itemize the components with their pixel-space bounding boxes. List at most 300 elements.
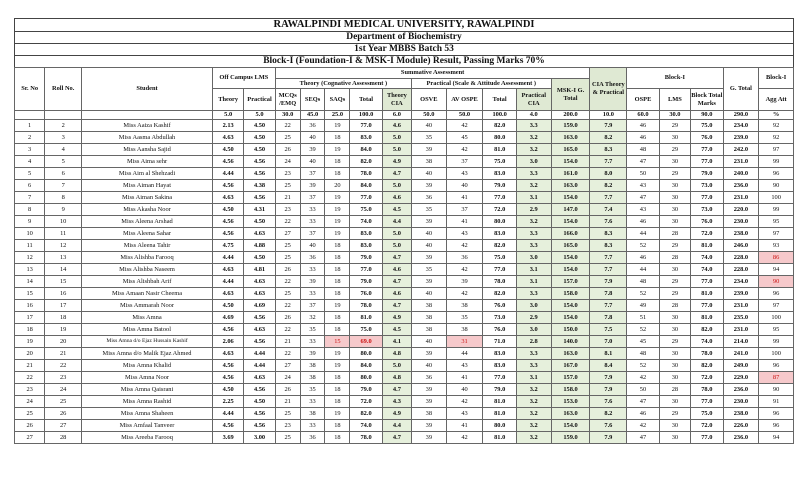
practical-cia-header: Practical CIA [516,89,551,111]
table-cell: 18 [325,168,350,180]
table-cell: 99 [759,204,794,216]
g-total-header: G. Total [723,68,759,111]
table-row [15,420,794,432]
table-cell: 4.50 [244,216,275,228]
table-cell: 4.56 [244,168,275,180]
table-cell: 40 [412,360,447,372]
table-row [15,264,794,276]
table-cell: 26 [275,264,300,276]
table-cell: 73.0 [691,204,723,216]
saq-header: SAQs [325,89,350,111]
sr-no-header: Sr. No [15,68,45,111]
table-cell: 4.56 [212,216,243,228]
table-cell: 150.0 [551,324,590,336]
table-cell: 39 [412,432,447,444]
table-cell: 3.3 [516,240,551,252]
table-cell: 230.0 [723,396,759,408]
table-cell: 37 [300,168,325,180]
table-cell: 19 [325,408,350,420]
table-cell: 4.50 [212,384,243,396]
table-cell: 84.0 [350,180,382,192]
table-cell: 79.0 [350,252,382,264]
table-cell: 154.0 [551,252,590,264]
table-cell: 72.0 [691,372,723,384]
table-cell: 15 [45,276,82,288]
table-cell: 4.7 [382,276,411,288]
table-cell: 3.3 [516,360,551,372]
table-cell: 158.0 [551,384,590,396]
table-cell: 4.9 [382,408,411,420]
table-cell: 84.0 [350,360,382,372]
student-name-cell: Miss Aiman Hayat [82,180,213,192]
table-cell: 4.6 [382,288,411,300]
table-cell: 153.0 [551,396,590,408]
table-cell: 4.50 [244,144,275,156]
table-cell: 23 [45,372,82,384]
table-cell: 7.9 [590,120,627,132]
table-cell: 4.5 [382,324,411,336]
off-campus-header: Off Campus LMS [212,68,275,89]
table-cell: 92 [759,132,794,144]
table-cell: 7.7 [590,192,627,204]
table-cell: 3.2 [516,396,551,408]
table-cell: 76.0 [691,216,723,228]
table-cell: 5.0 [382,228,411,240]
table-cell: 30 [659,324,690,336]
table-cell: 17 [45,300,82,312]
table-cell: 4.44 [244,348,275,360]
table-cell: 33 [300,288,325,300]
table-row [15,384,794,396]
table-cell: 94 [759,264,794,276]
table-cell: 4.56 [212,228,243,240]
table-cell: 33 [300,420,325,432]
table-cell: 36 [300,252,325,264]
table-cell: 50 [627,168,659,180]
table-cell: 35 [446,312,483,324]
table-cell: 228.0 [723,252,759,264]
table-cell: 40 [412,336,447,348]
table-cell: 4.69 [244,300,275,312]
table-cell: 8.3 [590,240,627,252]
table-row [15,240,794,252]
table-cell: 154.0 [551,312,590,324]
table-cell: 86 [759,252,794,264]
table-cell: 41 [446,192,483,204]
table-cell: 25 [275,252,300,264]
table-cell: 44 [446,348,483,360]
table-cell: 94 [759,432,794,444]
table-cell: 78.0 [350,168,382,180]
table-cell: 3.1 [516,372,551,384]
table-cell: 38 [412,324,447,336]
table-cell: 4.9 [382,156,411,168]
table-cell: 80.0 [483,132,517,144]
table-row [15,360,794,372]
table-cell: 4.50 [212,204,243,216]
table-cell: 29 [659,144,690,156]
table-cell: 40 [412,288,447,300]
table-cell: 38 [412,408,447,420]
table-cell: 30 [659,396,690,408]
table-cell: 51 [627,312,659,324]
table-cell: 4.56 [212,156,243,168]
practical-group-header: Practical (Scale & Attitude Assessment ) [412,79,552,89]
table-cell: 72.0 [691,228,723,240]
table-row [15,120,794,132]
table-cell: 72.0 [483,204,517,216]
table-row [15,216,794,228]
table-cell: 99 [759,336,794,348]
table-cell: 75.0 [691,408,723,420]
table-cell: 8 [15,204,45,216]
table-cell: 4.63 [212,132,243,144]
table-cell: 77.0 [691,144,723,156]
table-cell: 23 [275,168,300,180]
table-cell: 78.0 [691,384,723,396]
table-cell: 79.0 [350,276,382,288]
table-cell: 4.63 [212,348,243,360]
max-empty [82,111,213,120]
table-cell: 4.6 [382,120,411,132]
table-cell: 25 [45,396,82,408]
table-cell: 7.8 [590,312,627,324]
table-cell: 40 [446,384,483,396]
table-cell: 29 [659,120,690,132]
table-cell: 39 [412,348,447,360]
table-cell: 4.63 [244,228,275,240]
table-cell: 3.00 [244,432,275,444]
student-name-cell: Miss Aansha Sajid [82,144,213,156]
table-cell: 25 [275,240,300,252]
student-name-cell: Miss Amna Qaisrani [82,384,213,396]
table-row [15,300,794,312]
table-cell: 36 [446,252,483,264]
table-cell: 96 [759,408,794,420]
table-cell: 52 [627,324,659,336]
table-cell: 100 [759,312,794,324]
table-cell: 234.0 [723,120,759,132]
student-name-cell: Miss Aleena Tahir [82,240,213,252]
av-ospe-header: AV OSPE [446,89,483,111]
table-cell: 4.7 [382,432,411,444]
table-cell: 28 [659,228,690,240]
table-cell: 27 [275,228,300,240]
table-cell: 41 [446,372,483,384]
table-cell: 3 [15,144,45,156]
table-cell: 4.81 [244,264,275,276]
table-cell: 238.0 [723,408,759,420]
table-cell: 82.0 [483,120,517,132]
max-marks-cell: 290.0 [723,111,759,120]
student-name-cell: Miss Aim al Shehzadi [82,168,213,180]
table-cell: 83.0 [483,168,517,180]
table-cell: 96 [759,288,794,300]
table-cell: 7.4 [590,204,627,216]
table-cell: 4.56 [244,312,275,324]
table-cell: 42 [446,396,483,408]
table-row [15,396,794,408]
table-row [15,180,794,192]
table-cell: 240.0 [723,168,759,180]
table-cell: 91 [759,396,794,408]
table-cell: 39 [300,180,325,192]
table-row [15,156,794,168]
table-cell: 7.5 [590,324,627,336]
table-cell: 40 [300,240,325,252]
table-cell: 30 [659,312,690,324]
table-cell: 161.0 [551,168,590,180]
table-cell: 6 [15,180,45,192]
table-cell: 4.4 [382,420,411,432]
table-cell: 33 [300,216,325,228]
practical-total-header: Total [483,89,517,111]
table-cell: 43 [446,408,483,420]
table-cell: 77.0 [691,192,723,204]
table-cell: 239.0 [723,288,759,300]
table-cell: 42 [446,264,483,276]
table-row [15,228,794,240]
table-cell: 74.0 [691,264,723,276]
table-cell: 42 [446,432,483,444]
max-marks-cell: 100.0 [483,111,517,120]
batch-title: 1st Year MBBS Batch 53 [14,43,794,55]
table-cell: 35 [300,324,325,336]
table-cell: 12 [15,252,45,264]
table-cell: 8.2 [590,132,627,144]
table-cell: 154.0 [551,300,590,312]
table-cell: 30 [659,216,690,228]
table-cell: 81.0 [691,312,723,324]
table-cell: 19 [325,300,350,312]
table-cell: 19 [325,216,350,228]
table-cell: 36 [412,372,447,384]
table-cell: 27 [45,420,82,432]
table-cell: 18 [325,324,350,336]
table-cell: 28 [45,432,82,444]
student-header: Student [82,68,213,111]
table-cell: 48 [627,144,659,156]
student-name-cell: Miss Alishba Naseem [82,264,213,276]
table-cell: 77.0 [350,264,382,276]
max-marks-cell: 25.0 [325,111,350,120]
table-cell: 42 [446,120,483,132]
table-row [15,432,794,444]
table-cell: 242.0 [723,144,759,156]
table-cell: 14 [45,264,82,276]
table-cell: 154.0 [551,420,590,432]
seq-header: SEQs [300,89,325,111]
table-cell: 3.69 [212,432,243,444]
msk-total-header: MSK-I G. Total [551,79,590,111]
table-cell: 3.0 [516,324,551,336]
table-cell: 74.0 [691,252,723,264]
table-cell: 31 [446,336,483,348]
table-cell: 41 [446,420,483,432]
table-cell: 166.0 [551,228,590,240]
table-cell: 4.3 [382,396,411,408]
table-cell: 5.0 [382,144,411,156]
table-cell: 157.0 [551,276,590,288]
max-empty [45,111,82,120]
table-cell: 83.0 [483,360,517,372]
table-cell: 2.25 [212,396,243,408]
table-cell: 35 [412,132,447,144]
student-name-cell: Miss Alishba Farooq [82,252,213,264]
table-cell: 41 [446,216,483,228]
table-cell: 4.50 [244,120,275,132]
table-cell: 76.0 [691,132,723,144]
table-cell: 78.0 [691,348,723,360]
table-cell: 7.7 [590,252,627,264]
table-cell: 5.0 [382,360,411,372]
table-cell: 77.0 [691,396,723,408]
table-cell: 8.1 [590,348,627,360]
max-marks-cell: 30.0 [659,111,690,120]
table-cell: 11 [15,240,45,252]
table-cell: 96 [759,360,794,372]
table-cell: 52 [627,240,659,252]
table-cell: 43 [446,228,483,240]
table-cell: 19 [325,144,350,156]
table-cell: 40 [412,120,447,132]
student-name-cell: Miss Aleena Sahar [82,228,213,240]
table-cell: 73.0 [691,180,723,192]
student-name-cell: Miss Amna Khalid [82,360,213,372]
table-cell: 39 [412,144,447,156]
table-cell: 3.2 [516,132,551,144]
table-cell: 25 [275,132,300,144]
table-cell: 18 [325,132,350,144]
table-cell: 19 [45,324,82,336]
table-cell: 52 [627,288,659,300]
table-cell: 81.0 [483,396,517,408]
table-cell: 39 [300,348,325,360]
table-cell: 2.9 [516,312,551,324]
table-cell: 79.0 [483,384,517,396]
student-name-cell: Miss Aleena Arshad [82,216,213,228]
max-marks-row [15,111,794,120]
table-cell: 78.0 [350,300,382,312]
table-cell: 4.63 [244,324,275,336]
block-header: Block-I [627,68,723,89]
max-empty [15,111,45,120]
student-name-cell: Miss Amna d/o Malik Ejaz Ahmed [82,348,213,360]
table-cell: 4.8 [382,348,411,360]
table-cell: 27 [275,360,300,372]
table-cell: 75.0 [350,324,382,336]
table-cell: 8.2 [590,408,627,420]
table-cell: 18 [325,312,350,324]
table-cell: 21 [275,192,300,204]
table-cell: 7.9 [590,372,627,384]
table-cell: 37 [300,300,325,312]
table-cell: 29 [659,240,690,252]
table-cell: 158.0 [551,288,590,300]
table-cell: 214.0 [723,336,759,348]
table-cell: 19 [325,120,350,132]
table-cell: 18 [325,420,350,432]
table-cell: 50 [627,384,659,396]
table-cell: 157.0 [551,372,590,384]
table-cell: 165.0 [551,144,590,156]
table-cell: 38 [300,360,325,372]
table-cell: 3.2 [516,408,551,420]
table-cell: 5.0 [382,132,411,144]
student-name-cell: Miss Amna [82,312,213,324]
table-cell: 163.0 [551,348,590,360]
table-cell: 4.8 [382,372,411,384]
table-cell: 26 [15,420,45,432]
table-cell: 95 [759,216,794,228]
table-cell: 18 [45,312,82,324]
table-cell: 3.3 [516,168,551,180]
table-cell: 93 [759,240,794,252]
table-cell: 22 [275,120,300,132]
table-cell: 231.0 [723,156,759,168]
table-cell: 3.0 [516,252,551,264]
table-cell: 10 [15,228,45,240]
table-row [15,312,794,324]
table-cell: 48 [627,276,659,288]
table-cell: 165.0 [551,240,590,252]
table-cell: 7.9 [590,276,627,288]
lms-theory-header: Theory [212,89,243,111]
table-cell: 4.44 [212,408,243,420]
table-cell: 23 [275,204,300,216]
table-cell: 82.0 [483,240,517,252]
table-cell: 246.0 [723,240,759,252]
table-cell: 40 [300,132,325,144]
table-cell: 19 [325,360,350,372]
max-marks-cell: 5.0 [244,111,275,120]
table-cell: 79.0 [691,168,723,180]
table-cell: 42 [627,420,659,432]
table-cell: 167.0 [551,360,590,372]
table-cell: 25 [15,408,45,420]
table-cell: 84.0 [350,144,382,156]
table-cell: 163.0 [551,132,590,144]
max-marks-cell: 45.0 [300,111,325,120]
table-cell: 4.38 [244,180,275,192]
table-cell: 7.0 [590,336,627,348]
table-cell: 235.0 [723,312,759,324]
table-cell: 81.0 [691,240,723,252]
table-cell: 231.0 [723,324,759,336]
table-cell: 42 [627,372,659,384]
table-cell: 47 [627,396,659,408]
table-cell: 154.0 [551,216,590,228]
table-cell: 19 [325,228,350,240]
table-cell: 29 [659,408,690,420]
max-marks-cell: 6.0 [382,111,411,120]
table-cell: 29 [659,276,690,288]
table-cell: 154.0 [551,156,590,168]
table-cell: 30 [659,180,690,192]
table-cell: 24 [275,156,300,168]
table-cell: 45 [627,336,659,348]
table-cell: 7.7 [590,300,627,312]
table-cell: 19 [325,348,350,360]
table-cell: 231.0 [723,300,759,312]
table-cell: 37 [446,204,483,216]
table-cell: 49 [627,300,659,312]
table-cell: 4 [45,144,82,156]
table-cell: 18 [325,288,350,300]
table-cell: 8.4 [590,360,627,372]
table-cell: 238.0 [723,228,759,240]
table-cell: 15 [15,288,45,300]
